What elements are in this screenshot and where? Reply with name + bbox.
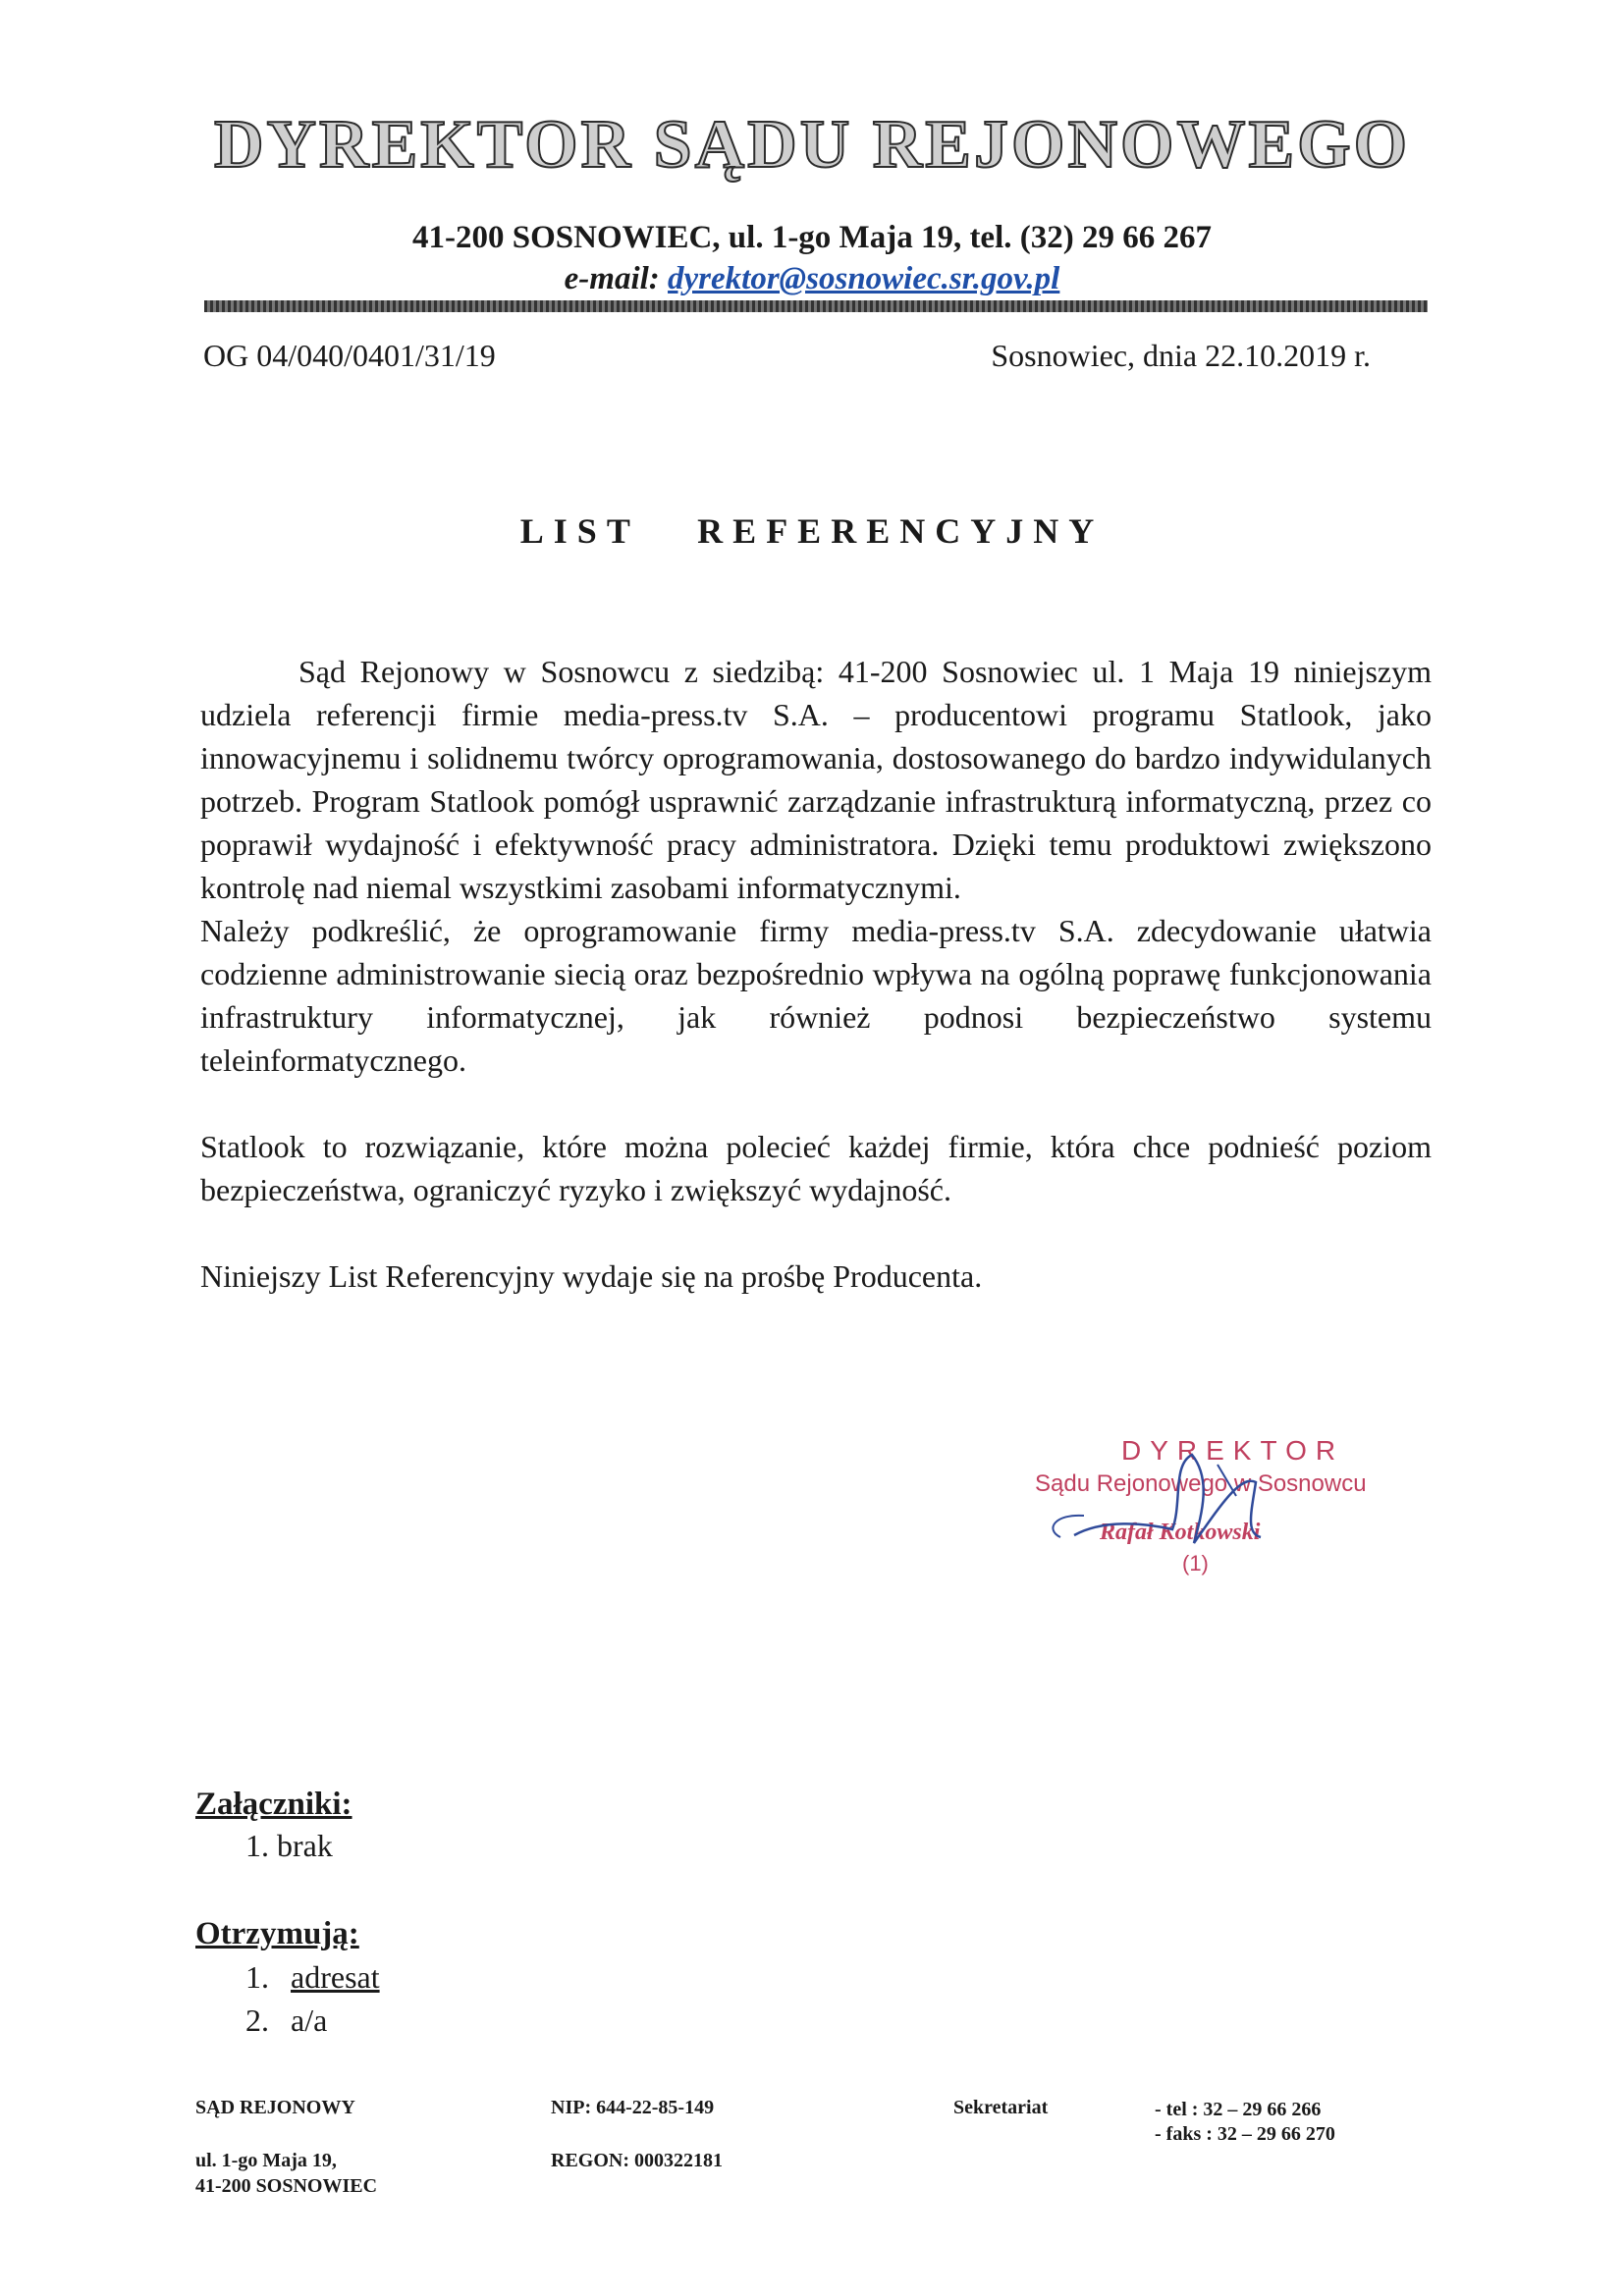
recipient-number: 1. xyxy=(245,1959,269,1995)
recipient-item xyxy=(245,1959,380,1996)
place-date: Sosnowiec, dnia 22.10.2019 r. xyxy=(991,338,1371,373)
letterhead-divider xyxy=(204,300,1428,312)
handwritten-signature xyxy=(1025,1435,1398,1592)
stamp-institution: Sądu Rejonowego w Sosnowcu xyxy=(1035,1470,1367,1497)
recipient-number: 2. xyxy=(245,2002,269,2038)
reference-number: OG 04/040/0401/31/19 xyxy=(203,338,496,373)
footer-city: 41-200 SOSNOWIEC xyxy=(195,2175,378,2197)
director-stamp xyxy=(1025,1435,1398,1612)
footer-phone: - tel : 32 – 29 66 266 xyxy=(1155,2099,1322,2120)
footer-nip: NIP: 644-22-85-149 xyxy=(551,2097,715,2118)
letter-title: LIST REFERENCYJNY xyxy=(519,511,1105,551)
recipient-text: a/a xyxy=(291,2002,328,2038)
recipient-item xyxy=(245,2002,327,2039)
email-label: e-mail: xyxy=(564,261,660,296)
attachments-heading: Załączniki: xyxy=(195,1787,352,1822)
stamp-number: (1) xyxy=(1182,1551,1209,1575)
stamp-name: Rafał Kotkowski xyxy=(1100,1520,1261,1545)
recipients-heading: Otrzymują: xyxy=(195,1916,359,1951)
letterhead-address: 41-200 SOSNOWIEC, ul. 1-go Maja 19, tel. (32) 29 66 267 xyxy=(412,220,1212,255)
letterhead-email-line xyxy=(0,261,1624,297)
footer-street: ul. 1-go Maja 19, xyxy=(195,2150,337,2171)
paragraph-3: Statlook to rozwiązanie, które można polecieć każdej firmie, która chce podnieść poziom bezpieczeństwa, ograniczyć ryzyko i zwiększyć wydajność. xyxy=(200,1129,1432,1207)
email-link[interactable]: dyrektor@sosnowiec.sr.gov.pl xyxy=(668,261,1060,296)
footer-secretariat: Sekretariat xyxy=(953,2097,1049,2118)
stamp-title: DYREKTOR xyxy=(1121,1435,1345,1466)
footer-court-name: SĄD REJONOWY xyxy=(195,2097,355,2118)
paragraph-4: Niniejszy List Referencyjny wydaje się na prośbę Producenta. xyxy=(200,1258,983,1294)
footer-regon: REGON: 000322181 xyxy=(551,2150,723,2171)
footer-fax: - faks : 32 – 29 66 270 xyxy=(1155,2123,1335,2145)
recipient-text: adresat xyxy=(291,1959,380,1995)
paragraph-2: Należy podkreślić, że oprogramowanie firmy media-press.tv S.A. zdecydowanie ułatwia codzienne administrowanie siecią oraz bezpośrednio wpływa na ogólną poprawę funkcjonowania infrastruktury informatycznej, jak również podnosi bezpieczeństwo systemu teleinformatycznego. xyxy=(200,913,1432,1078)
paragraph-1: Sąd Rejonowy w Sosnowcu z siedzibą: 41-200 Sosnowiec ul. 1 Maja 19 niniejszym udziela referencji firmie media-press.tv S.A. – producentowi programu Statlook, jako innowacyjnemu i solidnemu twórcy oprogramowania, dostosowanego do bardzo indywidulanych potrzeb. Program Statlook pomógł usprawnić zarządzanie infrastrukturą informatyczną, przez co poprawił wydajność i efektywność pracy administratora. Dzięki temu produktowi zwiększono kontrolę nad niemal wszystkimi zasobami informatycznymi. xyxy=(200,654,1432,905)
letterhead-title: DYREKTOR SĄDU REJONOWEGO xyxy=(213,107,1411,183)
letter-body xyxy=(200,650,1432,1298)
attachment-item: 1. brak xyxy=(245,1828,333,1863)
